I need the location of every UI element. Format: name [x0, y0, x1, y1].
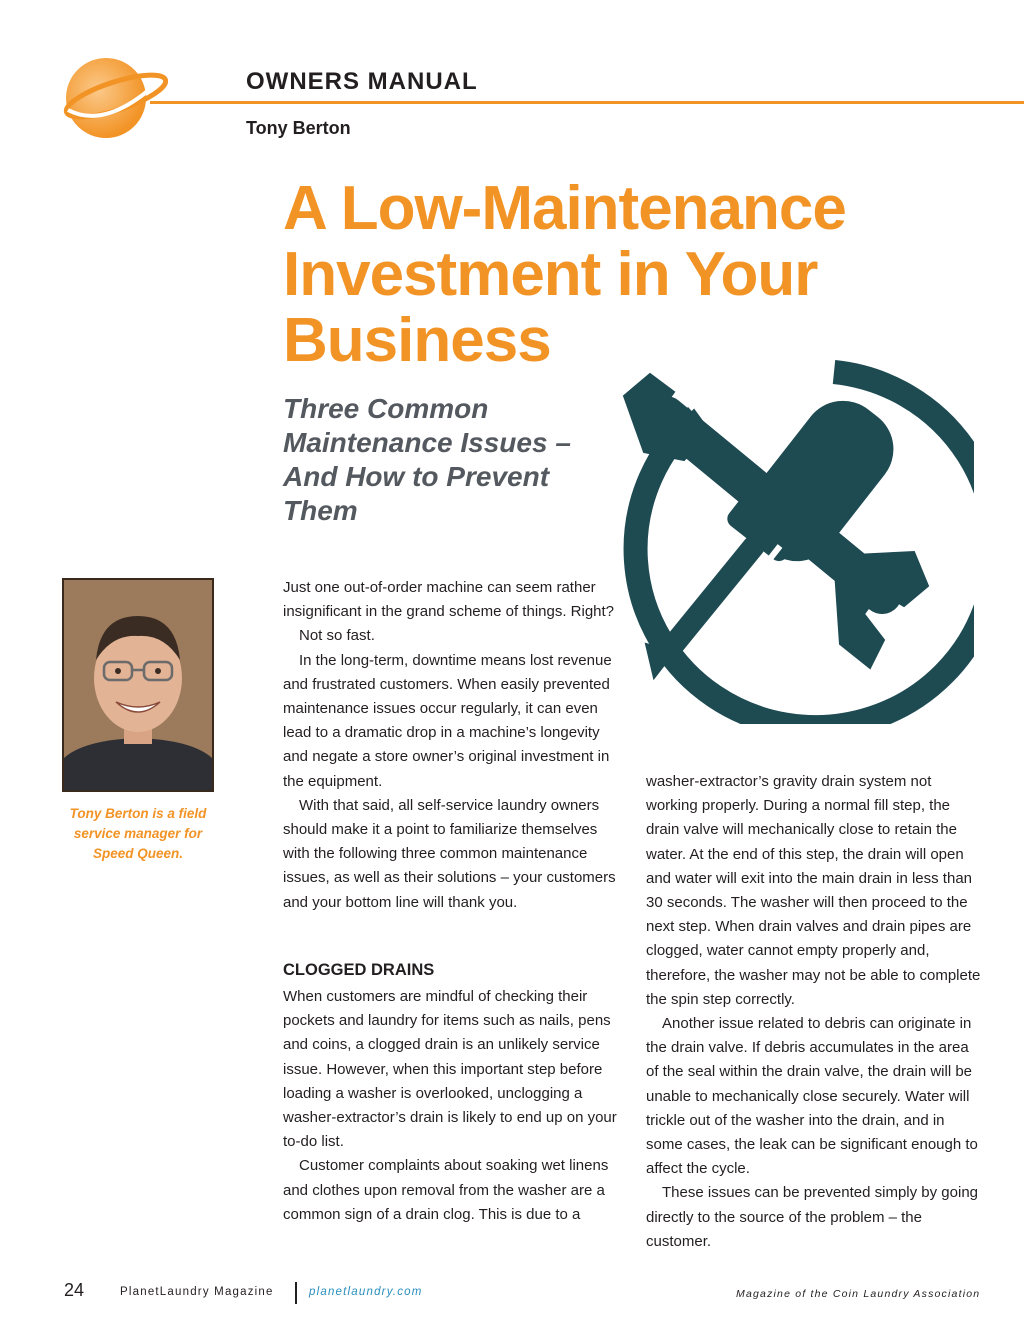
body-column-1-continued: [283, 985, 623, 1227]
header-rule: [150, 101, 1024, 104]
paragraph: With that said, all self-service laundry owners should make it a point to familiarize themselves with the following three common maintenance issues, as well as their solutions – your customers and your bottom line will thank you.: [283, 796, 616, 911]
body-column-1: [283, 576, 623, 915]
section-label: OWNERS MANUAL: [246, 68, 478, 95]
author-caption: Tony Berton is a field service manager for Speed Queen.: [69, 806, 207, 861]
magazine-name: PlanetLaundry Magazine: [120, 1286, 274, 1298]
paragraph: Not so fast.: [299, 627, 375, 645]
author-byline: Tony Berton: [246, 118, 351, 138]
paragraph: In the long-term, downtime means lost revenue and frustrated customers. When easily prevented maintenance issues occur regularly, it can even lead to a dramatic drop in a machine’s longevity and negate a store owner’s original investment in the equipment.: [283, 651, 612, 790]
footer-divider: [295, 1282, 297, 1304]
author-photo: [62, 578, 214, 792]
page-number: 24: [64, 1280, 85, 1300]
paragraph: Just one out-of-order machine can seem rather insignificant in the grand scheme of things. Right?: [283, 579, 615, 621]
paragraph: These issues can be prevented simply by going directly to the source of the problem – the customer.: [646, 1184, 979, 1250]
paragraph: washer-extractor’s gravity drain system not working properly. During a normal fill step, the drain valve will mechanically close to retain the water. At the end of this step, the drain will open and water will exit into the main drain in less than 30 seconds. The washer will then proceed to the next step. When drain valves and drain pipes are clogged, water cannot empty properly and, therefore, the washer may not be able to complete the spin step correctly.: [646, 773, 981, 1008]
association-tagline: Magazine of the Coin Laundry Association: [736, 1288, 981, 1300]
body-column-2: [646, 770, 984, 1254]
article-title: A Low-Maintenance Investment in Your Business: [283, 174, 846, 375]
paragraph: When customers are mindful of checking their pockets and laundry for items such as nails, pens and coins, a clogged drain is an unlikely service issue. However, when this important step before loading a washer is overlooked, unclogging a washer-extractor’s drain is likely to end up on your to-do list.: [283, 988, 617, 1151]
magazine-url-link[interactable]: planetlaundry.com: [309, 1286, 423, 1298]
paragraph: Another issue related to debris can originate in the drain valve. If debris accumulates in the area of the seal within the drain valve, the drain will be unable to mechanically close securely. Water will trickle out of the washer into the drain, and in some cases, the leak can be significant enough to affect the cycle.: [646, 1015, 978, 1178]
paragraph: Customer complaints about soaking wet linens and clothes upon removal from the washer are a common sign of a drain clog. This is due to a: [283, 1157, 609, 1223]
planet-logo-icon: [58, 52, 168, 142]
section-heading: CLOGGED DRAINS: [283, 961, 435, 979]
wrench-screwdriver-icon: [584, 356, 974, 724]
article-subtitle: Three Common Maintenance Issues – And How to Prevent Them: [283, 393, 571, 526]
